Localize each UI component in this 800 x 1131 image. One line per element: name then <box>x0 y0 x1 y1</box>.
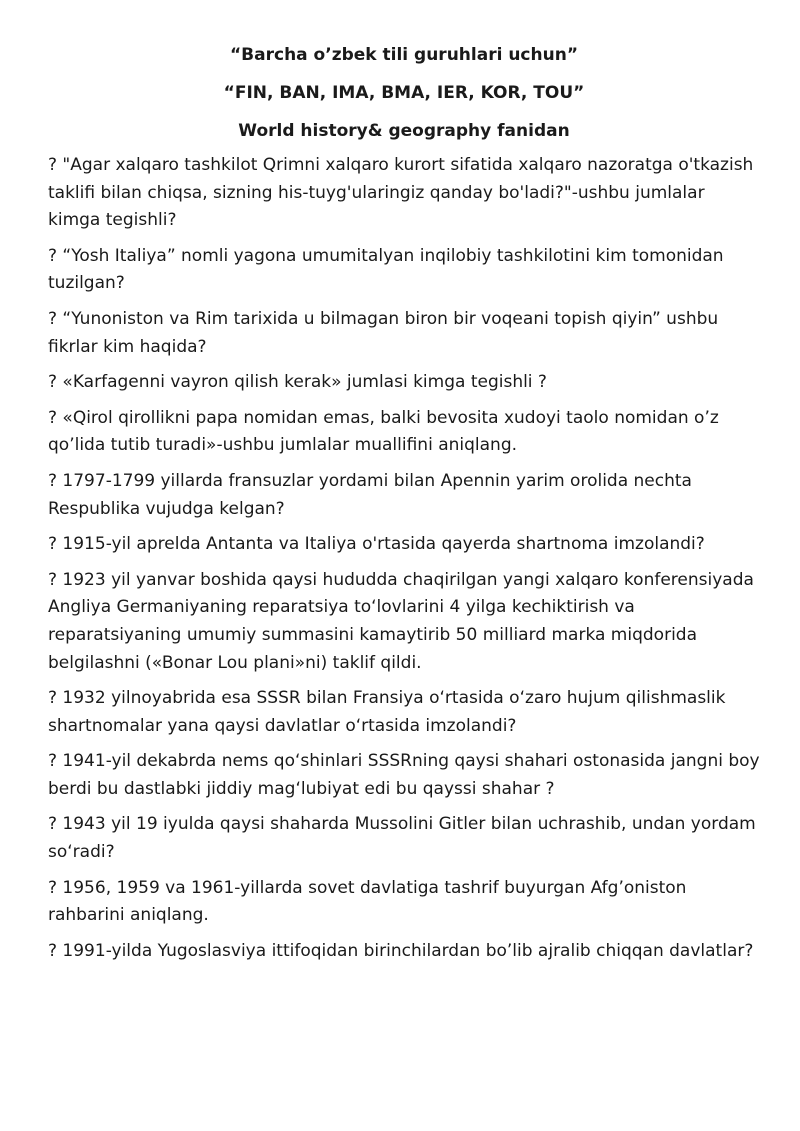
question-item: ? 1797-1799 yillarda fransuzlar yordami bilan Apennin yarim orolida nechta Respublika vujudga kelgan? <box>48 470 692 519</box>
question-item: ? 1915-yil aprelda Antanta va Italiya o'rtasida qayerda shartnoma imzolandi? <box>48 534 705 555</box>
question-item: ? «Karfagenni vayron qilish kerak» jumlasi kimga tegishli ? <box>48 372 547 393</box>
question-item: ? 1941-yil dekabrda nems qo‘shinlari SSSRning qaysi shahari ostonasida jangni boy berdi bu dastlabki jiddiy mag‘lubiyat edi bu qayssi shahar ? <box>48 751 760 799</box>
question-list <box>48 152 760 965</box>
question-item: ? “Yunoniston va Rim tarixida u bilmagan biron bir voqeani topish qiyin” ushbu fikrlar kim haqida? <box>48 308 719 357</box>
header-groups-line: “FIN, BAN, IMA, BMA, IER, KOR, TOU” <box>223 83 585 103</box>
header-subject-line: World history& geography fanidan <box>238 121 570 141</box>
question-item: ? 1991-yilda Yugoslasviya ittifoqidan birinchilardan bo’lib ajralib chiqqan davlatlar? <box>48 940 754 961</box>
header-audience-line: “Barcha o’zbek tili guruhlari uchun” <box>230 45 578 65</box>
question-item: ? 1932 yilnoyabrida esa SSSR bilan Fransiya o‘rtasida o‘zaro hujum qilishmaslik shartnomalar yana qaysi davlatlar o‘rtasida imzolandi? <box>48 688 726 736</box>
question-item: ? 1923 yil yanvar boshida qaysi hududda chaqirilgan yangi xalqaro konferensiyada Angliya Germaniyaning reparatsiya to‘lovlarini 4 yilga kechiktirish va reparatsiyaning umumiy summasini kamaytirib 50 milliard marka miqdorida belgilashni («Bonar Lou plani»ni) taklif qildi. <box>48 569 754 673</box>
question-item: ? «Qirol qirollikni papa nomidan emas, balki bevosita xudoyi taolo nomidan o’z qo’lida tutib turadi»-ushbu jumlalar muallifini aniqlang. <box>48 407 719 456</box>
question-item: ? "Agar xalqaro tashkilot Qrimni xalqaro kurort sifatida xalqaro nazoratga o'tkazish taklifi bilan chiqsa, sizning his-tuyg'ularingiz qanday bo'ladi?"-ushbu jumlalar kimga tegishli? <box>48 155 754 231</box>
document-header <box>48 44 760 142</box>
question-item: ? 1956, 1959 va 1961-yillarda sovet davlatiga tashrif buyurgan Afg’oniston rahbarini aniqlang. <box>48 877 687 926</box>
question-item: ? 1943 yil 19 iyulda qaysi shaharda Mussolini Gitler bilan uchrashib, undan yordam so‘radi? <box>48 814 756 863</box>
question-item: ? “Yosh Italiya” nomli yagona umumitalyan inqilobiy tashkilotini kim tomonidan tuzilgan? <box>48 245 724 294</box>
